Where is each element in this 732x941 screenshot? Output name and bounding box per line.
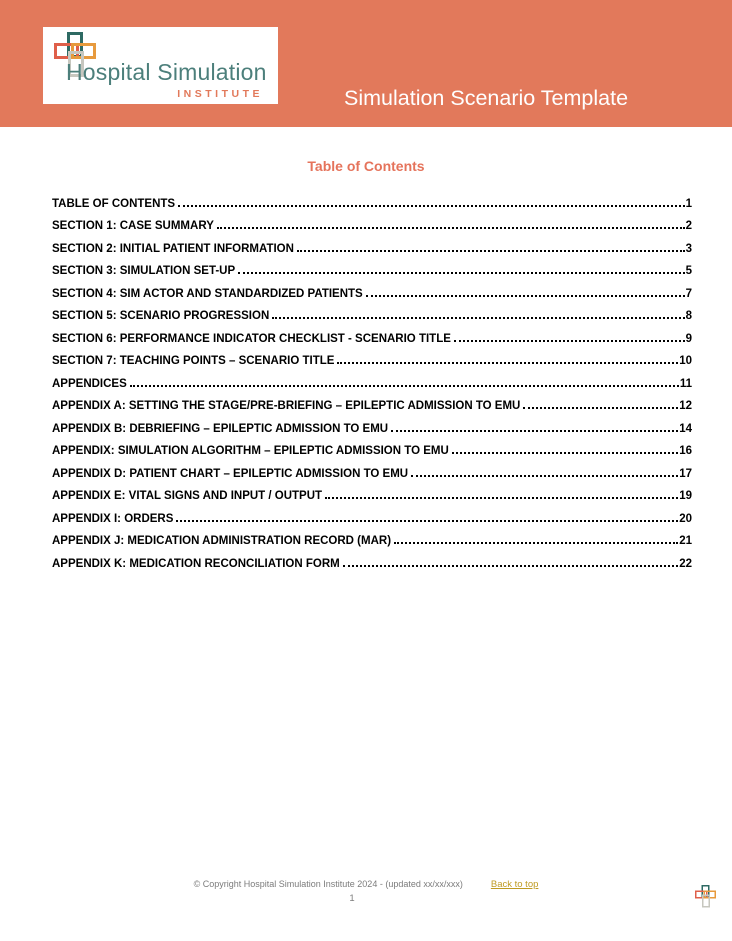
page-number: 1 bbox=[349, 893, 355, 904]
toc-entry[interactable] bbox=[52, 187, 692, 210]
toc-entry-label: APPENDIX J: MEDICATION ADMINISTRATION RECORD (MAR) bbox=[52, 535, 392, 547]
dot-leader bbox=[366, 295, 685, 297]
toc-entry-page: 22 bbox=[679, 557, 692, 570]
toc-entry-page: 2 bbox=[685, 220, 692, 232]
dot-leader bbox=[176, 520, 678, 522]
toc-entry-label: APPENDIX: SIMULATION ALGORITHM – EPILEPTIC ADMISSION TO EMU bbox=[52, 445, 449, 457]
toc-entry-page: 3 bbox=[685, 242, 692, 255]
header-banner bbox=[0, 0, 732, 127]
toc-entry[interactable] bbox=[52, 255, 692, 278]
toc-entry-page: 12 bbox=[679, 400, 692, 412]
toc-entry-page: 17 bbox=[679, 467, 692, 480]
toc-entry-page: 20 bbox=[679, 512, 692, 525]
toc-entry[interactable] bbox=[52, 322, 692, 345]
toc-entry-page: 10 bbox=[679, 355, 692, 367]
toc-entry-label: SECTION 6: PERFORMANCE INDICATOR CHECKLIST - SCENARIO TITLE bbox=[52, 332, 451, 345]
logo-subtitle: INSTITUTE bbox=[177, 88, 263, 100]
toc-entry[interactable] bbox=[52, 547, 692, 570]
toc-entry[interactable] bbox=[52, 232, 692, 255]
toc-entry[interactable] bbox=[52, 345, 692, 368]
hospital-cross-icon bbox=[695, 885, 716, 908]
toc-entry-label: APPENDIX D: PATIENT CHART – EPILEPTIC ADMISSION TO EMU bbox=[52, 467, 409, 480]
back-to-top-link[interactable]: Back to top bbox=[490, 879, 539, 890]
toc-entry[interactable] bbox=[52, 390, 692, 413]
toc-entry-label: SECTION 1: CASE SUMMARY bbox=[52, 220, 214, 232]
dot-leader bbox=[217, 227, 685, 229]
dot-leader bbox=[452, 452, 678, 454]
toc-entry[interactable] bbox=[52, 277, 692, 300]
toc-entry-page: 21 bbox=[679, 535, 692, 547]
dot-leader bbox=[272, 317, 684, 319]
toc-entry-page: 9 bbox=[685, 332, 692, 345]
dot-leader bbox=[178, 205, 685, 207]
toc-entry-label: APPENDIX I: ORDERS bbox=[52, 512, 174, 525]
copyright-text: © Copyright Hospital Simulation Institute 2024 - (updated xx/xx/xxx) bbox=[193, 879, 463, 889]
toc-entry-page: 7 bbox=[685, 287, 692, 300]
toc-entry-label: SECTION 3: SIMULATION SET-UP bbox=[52, 265, 236, 277]
toc-entry[interactable] bbox=[52, 457, 692, 480]
toc-entry-label: SECTION 2: INITIAL PATIENT INFORMATION bbox=[52, 242, 294, 255]
toc-heading: Table of Contents bbox=[307, 158, 425, 174]
toc-entry-page: 16 bbox=[679, 445, 692, 457]
dot-leader bbox=[130, 385, 679, 387]
toc-entry-page: 5 bbox=[685, 265, 692, 277]
toc-entry-label: APPENDIX K: MEDICATION RECONCILIATION FORM bbox=[52, 557, 340, 570]
toc-entry-page: 11 bbox=[679, 377, 692, 390]
footer bbox=[0, 879, 732, 890]
dot-leader bbox=[391, 430, 678, 432]
toc-entry[interactable] bbox=[52, 525, 692, 548]
dot-leader bbox=[523, 407, 678, 409]
toc-entry[interactable] bbox=[52, 300, 692, 323]
toc-entry-page: 14 bbox=[679, 422, 692, 435]
dot-leader bbox=[337, 362, 678, 364]
toc-entry-page: 8 bbox=[685, 310, 692, 322]
toc-entry-label: APPENDICES bbox=[52, 377, 127, 390]
toc-entry-page: 1 bbox=[685, 197, 692, 210]
toc-entry-label: APPENDIX A: SETTING THE STAGE/PRE-BRIEFING – EPILEPTIC ADMISSION TO EMU bbox=[52, 400, 521, 412]
toc-list bbox=[52, 187, 692, 570]
toc-entry-label: TABLE OF CONTENTS bbox=[52, 197, 176, 210]
logo bbox=[43, 27, 278, 104]
dot-leader bbox=[394, 542, 678, 544]
toc-entry-page: 19 bbox=[679, 490, 692, 502]
dot-leader bbox=[411, 475, 678, 477]
dot-leader bbox=[454, 340, 685, 342]
logo-name: Hospital Simulation bbox=[66, 59, 267, 85]
toc-entry-label: APPENDIX B: DEBRIEFING – EPILEPTIC ADMISSION TO EMU bbox=[52, 422, 389, 435]
toc-entry[interactable] bbox=[52, 480, 692, 503]
dot-leader bbox=[343, 565, 678, 567]
dot-leader bbox=[325, 497, 678, 499]
toc-entry[interactable] bbox=[52, 435, 692, 458]
toc-entry-label: SECTION 5: SCENARIO PROGRESSION bbox=[52, 310, 270, 322]
toc-entry-label: SECTION 4: SIM ACTOR AND STANDARDIZED PATIENTS bbox=[52, 287, 363, 300]
dot-leader bbox=[238, 272, 684, 274]
toc-entry[interactable] bbox=[52, 502, 692, 525]
toc-entry[interactable] bbox=[52, 210, 692, 233]
toc-entry[interactable] bbox=[52, 367, 692, 390]
toc-entry-label: APPENDIX E: VITAL SIGNS AND INPUT / OUTPUT bbox=[52, 490, 323, 502]
document-title: Simulation Scenario Template bbox=[344, 86, 629, 110]
toc-entry[interactable] bbox=[52, 412, 692, 435]
dot-leader bbox=[297, 250, 685, 252]
toc-entry-label: SECTION 7: TEACHING POINTS – SCENARIO TITLE bbox=[52, 355, 335, 367]
